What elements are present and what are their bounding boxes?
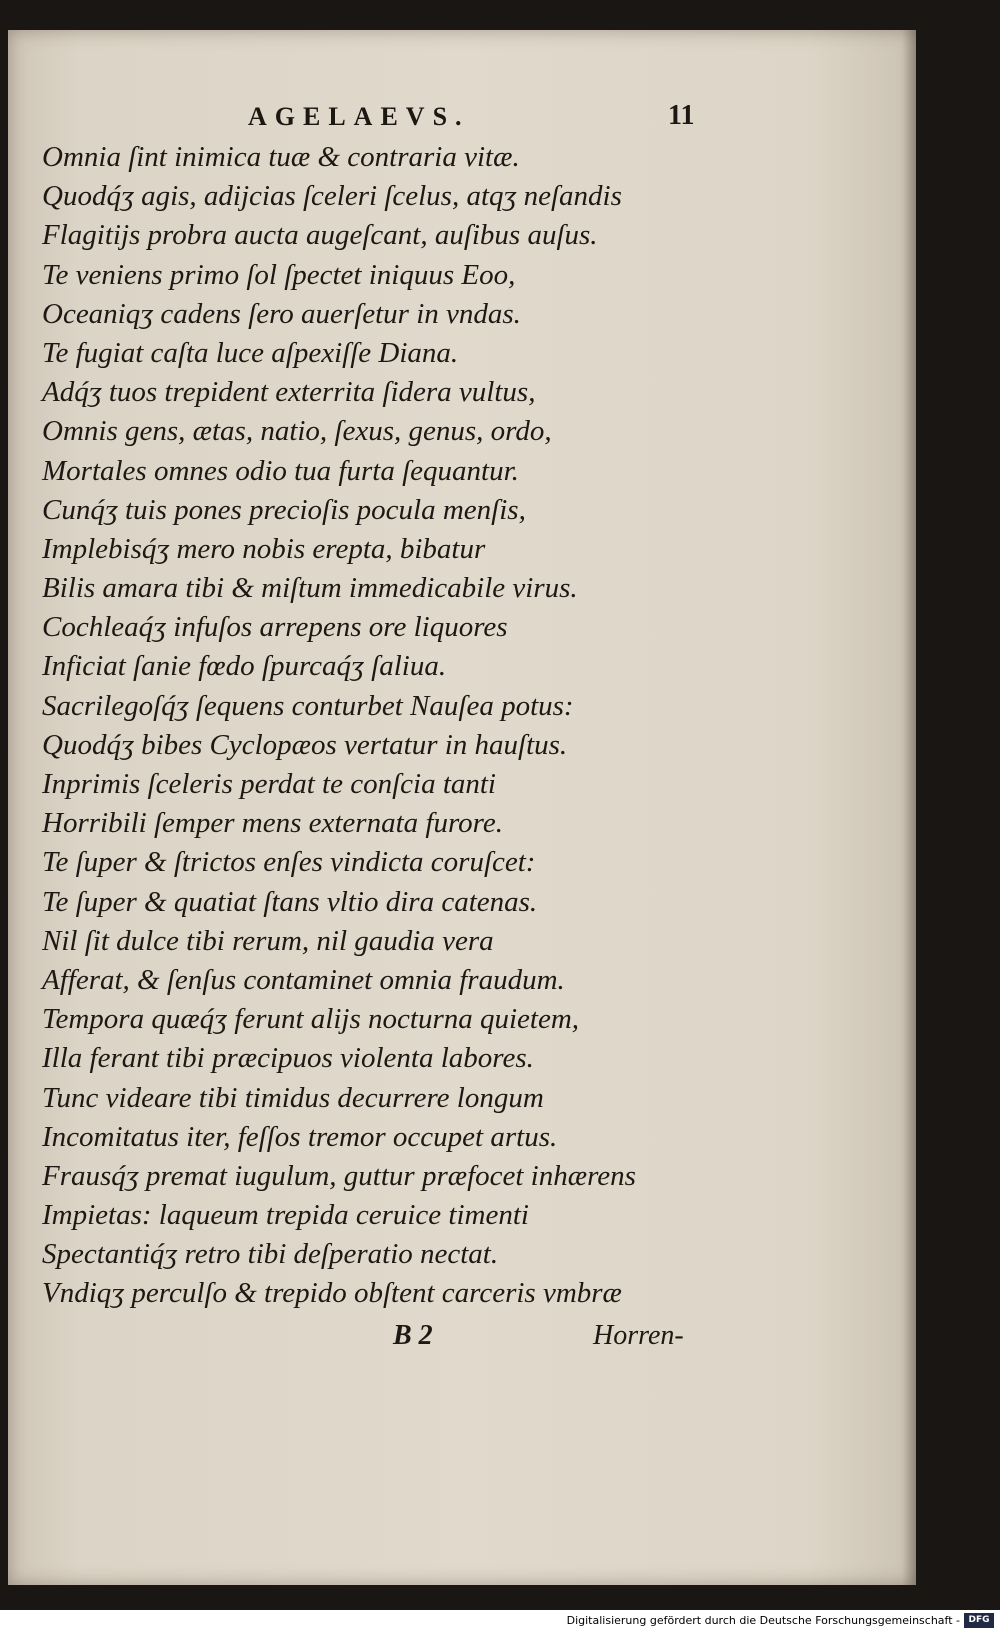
verse-line: Te veniens primo ſol ſpectet iniquus Eoo,	[42, 258, 516, 291]
verse-block	[42, 138, 842, 1314]
book-page	[8, 30, 916, 1585]
verse-line: Implebisq́ʒ mero nobis erepta, bibatur	[42, 532, 486, 565]
verse-line: Frausq́ʒ premat iugulum, guttur præfocet inhærens	[42, 1159, 636, 1192]
page-number: 11	[668, 100, 695, 131]
verse-line: Quodq́ʒ agis, adijcias ſceleri ſcelus, atqʒ neſandis	[42, 180, 622, 213]
verse-line: Omnis gens, ætas, natio, ſexus, genus, ordo,	[42, 415, 552, 448]
verse-line: Afferat, & ſenſus contaminet omnia fraudum.	[42, 963, 565, 996]
verse-line: Horribili ſemper mens externata furore.	[42, 807, 503, 840]
verse-line: Mortales omnes odio tua furta ſequantur.	[42, 454, 519, 487]
verse-line: Flagitijs probra aucta augeſcant, auſibus auſus.	[42, 219, 598, 252]
verse-line: Te ſuper & ſtrictos enſes vindicta coruſcet:	[42, 846, 536, 879]
verse-line: Omnia ſint inimica tuæ & contraria vitæ.	[42, 141, 520, 173]
digitization-credit-bar	[0, 1610, 1000, 1632]
verse-line: Impietas: laqueum trepida ceruice timenti	[42, 1199, 529, 1232]
verse-line: Tunc videare tibi timidus decurrere longum	[42, 1081, 544, 1114]
verse-line: Inficiat ſanie fœdo ſpurcaq́ʒ ſaliua.	[42, 650, 447, 683]
verse-line: Incomitatus iter, feſſos tremor occupet artus.	[42, 1120, 558, 1153]
verse-line: Cochleaq́ʒ infuſos arrepens ore liquores	[42, 611, 508, 644]
dfg-logo: DFG	[964, 1613, 994, 1628]
catchword: Horren-	[593, 1320, 684, 1351]
verse-line: Adq́ʒ tuos trepident exterrita ſidera vultus,	[42, 376, 536, 409]
verse-line: Tempora quæq́ʒ ferunt alijs nocturna quietem,	[42, 1003, 580, 1036]
verse-line: Spectantiq́ʒ retro tibi deſperatio nectat.	[42, 1238, 499, 1271]
signature-mark: B 2	[393, 1320, 433, 1351]
verse-line: Inprimis ſceleris perdat te conſcia tanti	[42, 768, 496, 800]
verse-line: Illa ferant tibi præcipuos violenta labores.	[42, 1042, 534, 1075]
verse-line: Quodq́ʒ bibes Cyclopæos vertatur in hauſtus.	[42, 728, 568, 761]
verse-line: Sacrilegoſq́ʒ ſequens conturbet Nauſea potus:	[42, 689, 574, 722]
credit-text: Digitalisierung gefördert durch die Deutsche Forschungsgemeinschaft -	[566, 1614, 960, 1627]
verse-line: Te fugiat caſta luce aſpexiſſe Diana.	[42, 336, 459, 369]
page-edge-shadow	[902, 30, 916, 1585]
verse-line: Oceaniqʒ cadens ſero auerſetur in vndas.	[42, 297, 521, 330]
verse-line: Nil ſit dulce tibi rerum, nil gaudia vera	[42, 924, 494, 957]
running-title: AGELAEVS.	[248, 102, 470, 131]
verse-line: Vndiqʒ perculſo & trepido obſtent carceris vmbræ	[42, 1277, 622, 1310]
verse-line: Cunq́ʒ tuis pones precioſis pocula menſis,	[42, 493, 526, 526]
verse-line: Bilis amara tibi & miſtum immedicabile virus.	[42, 572, 578, 605]
verse-line: Te ſuper & quatiat ſtans vltio dira catenas.	[42, 885, 538, 918]
